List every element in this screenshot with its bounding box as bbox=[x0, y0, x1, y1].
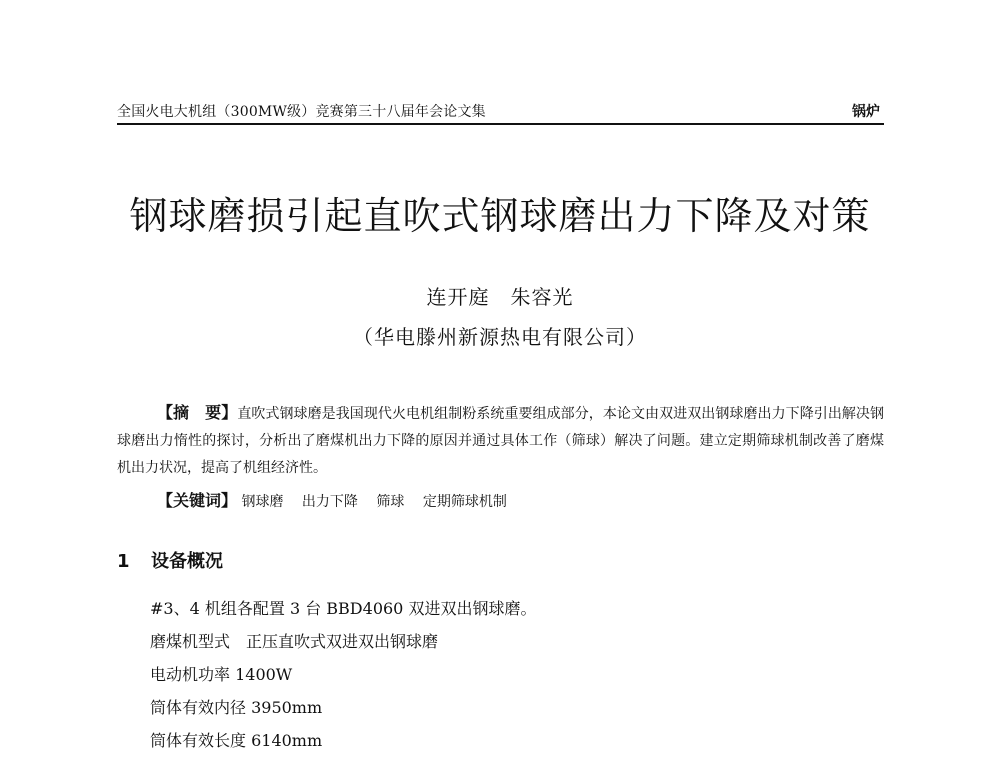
abstract bbox=[117, 399, 884, 482]
spec-line: 磨煤机型式 正压直吹式双进双出钢球磨 bbox=[150, 632, 439, 651]
header-rule bbox=[117, 123, 884, 125]
keywords-label: 【关键词】 bbox=[157, 491, 238, 510]
affiliation: （华电滕州新源热电有限公司） bbox=[353, 325, 647, 349]
section-heading bbox=[117, 547, 223, 573]
keyword-item: 定期筛球机制 bbox=[422, 494, 507, 510]
keyword-item: 筛球 bbox=[376, 494, 405, 510]
paper-title: 钢球磨损引起直吹式钢球磨出力下降及对策 bbox=[129, 194, 871, 238]
keyword-item: 钢球磨 bbox=[241, 494, 284, 510]
spec-line: 筒体有效长度 6140mm bbox=[150, 731, 323, 750]
running-header-left: 全国火电大机组（300MW级）竞赛第三十八届年会论文集 bbox=[117, 104, 486, 120]
spec-line: #3、4 机组各配置 3 台 BBD4060 双进双出钢球磨。 bbox=[150, 599, 537, 618]
keyword-item: 出力下降 bbox=[301, 494, 358, 510]
running-header-right: 锅炉 bbox=[852, 104, 880, 120]
section-number: 1 bbox=[117, 551, 130, 572]
keywords bbox=[157, 488, 521, 511]
abstract-text: 直吹式钢球磨是我国现代火电机组制粉系统重要组成部分，本论文由双进双出钢球磨出力下降引出解决钢球磨出力惰性的探讨，分析出了磨煤机出力下降的原因并通过具体工作（筛球）解决了问题。建立定期筛球机制改善了磨煤机出力状况，提高了机组经济性。 bbox=[117, 406, 884, 476]
section-title: 设备概况 bbox=[151, 551, 223, 572]
spec-line: 电动机功率 1400W bbox=[150, 665, 293, 684]
spec-line: 筒体有效内径 3950mm bbox=[150, 698, 323, 717]
authors: 连开庭 朱容光 bbox=[426, 285, 574, 309]
abstract-label: 【摘 要】 bbox=[157, 403, 238, 422]
